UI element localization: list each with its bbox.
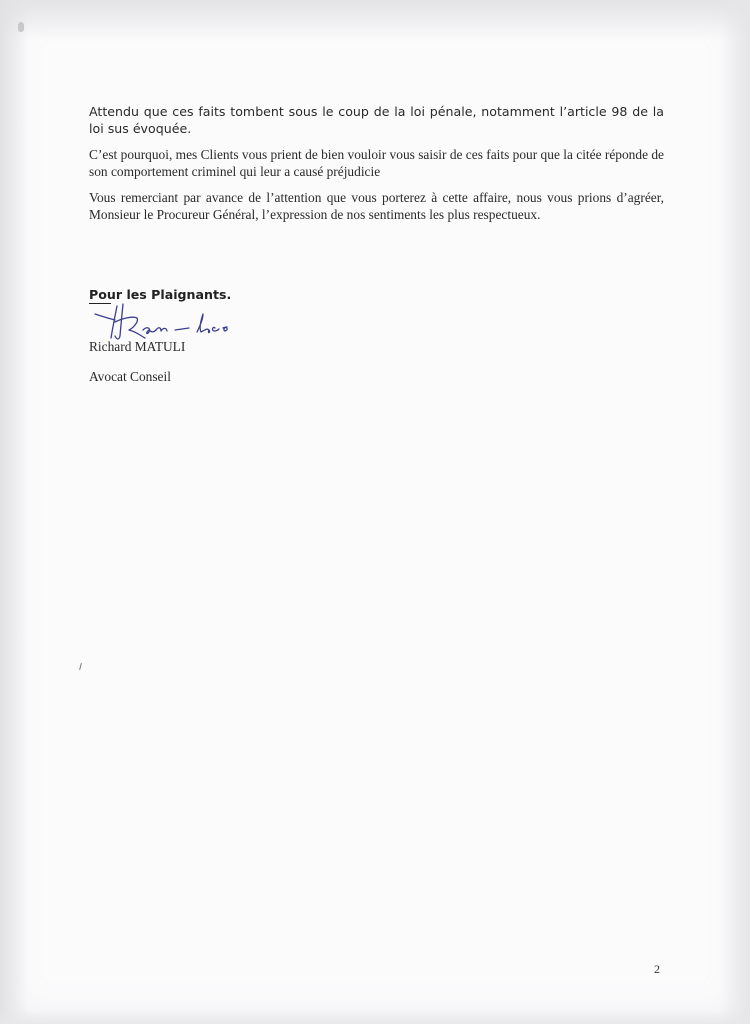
scan-speck [18,22,24,32]
page-edge-shadow-bottom [0,1010,750,1024]
closing-line: Pour les Plaignants. [89,287,232,302]
paragraph-3: Vous remerciant par avance de l’attention que vous porterez à cette affaire, nous vous prions d’agréer, Monsieur le Procureur Général, l’expression de nos sentiments les plus respectueux. [89,190,664,222]
page-edge-shadow-right [720,0,750,1024]
signer-role: Avocat Conseil [89,369,171,384]
paragraph-1: Attendu que ces faits tombent sous le coup de la loi pénale, notamment l’article 98 de la loi sus évoquée. [89,104,664,136]
page-edge-shadow-top [0,0,750,40]
paragraph-2: C’est pourquoi, mes Clients vous prient de bien vouloir vous saisir de ces faits pour que la citée réponde de son comportement criminel qui leur a causé préjudicie [89,147,664,179]
signer-name: Richard MATULI [89,339,186,354]
page-number: 2 [654,962,660,976]
stray-pen-mark [79,663,82,670]
letter-body [89,103,664,232]
page-edge-shadow-left [0,0,28,1024]
